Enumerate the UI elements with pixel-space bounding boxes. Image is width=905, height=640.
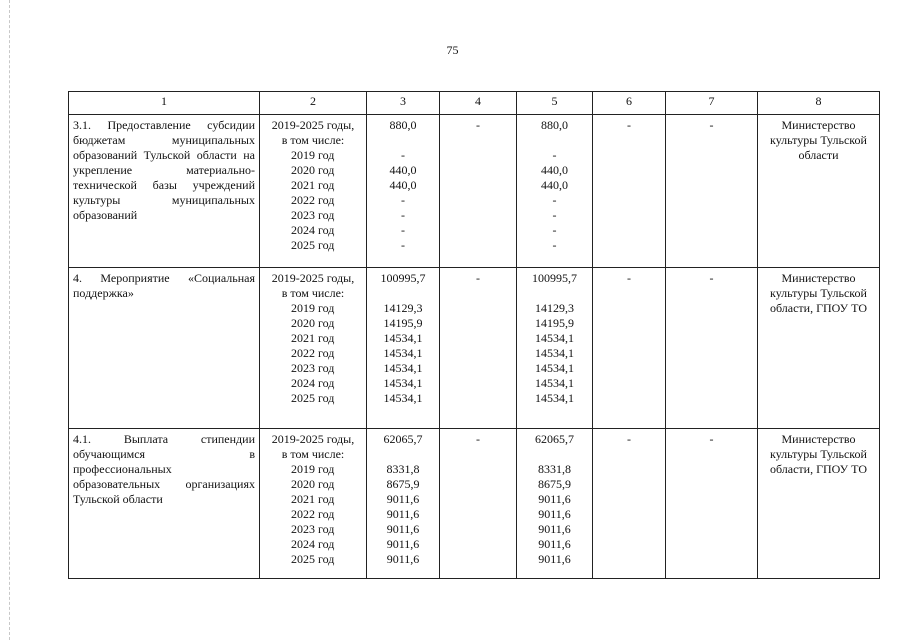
value-line: 9011,6	[386, 552, 420, 566]
value-line: 9011,6	[538, 537, 571, 551]
period-line: 2023 год	[291, 361, 335, 375]
value-line: 440,0	[541, 163, 568, 177]
value-line: 62065,7	[383, 432, 423, 446]
header-cell: 3	[367, 92, 440, 115]
regional-budget-cell	[517, 429, 593, 579]
total-funding-cell	[367, 429, 440, 579]
value-line: 9011,6	[538, 507, 571, 521]
value-line: 9011,6	[386, 522, 420, 536]
value-line: 440,0	[389, 163, 417, 177]
period-line: 2021 год	[291, 492, 335, 506]
period-cell	[260, 429, 367, 579]
value-line: 14534,1	[383, 391, 423, 405]
value-line: -	[401, 148, 405, 162]
measure-name-cell: 4. Мероприятие «Социальная поддержка»	[69, 268, 260, 429]
period-line: 2019-2025 годы,	[271, 118, 355, 132]
table-row	[69, 429, 880, 579]
value-line: 62065,7	[535, 432, 574, 446]
period-line: 2019-2025 годы,	[271, 432, 355, 446]
period-line: 2021 год	[291, 331, 335, 345]
value-line	[521, 447, 588, 462]
header-cell: 2	[260, 92, 367, 115]
period-line: 2024 год	[291, 223, 335, 237]
header-cell: 8	[758, 92, 880, 115]
period-line: 2025 год	[291, 391, 335, 405]
header-cell: 7	[666, 92, 758, 115]
col4-cell: -	[440, 429, 517, 579]
value-line: 14534,1	[535, 391, 574, 405]
regional-budget-cell	[517, 268, 593, 429]
header-cell: 1	[69, 92, 260, 115]
col7-cell: -	[666, 268, 758, 429]
period-line: в том числе:	[281, 447, 345, 461]
col4-cell: -	[440, 268, 517, 429]
value-line: 14195,9	[383, 316, 423, 330]
header-row	[69, 92, 880, 115]
header-cell: 5	[517, 92, 593, 115]
value-line: 14534,1	[535, 331, 574, 345]
executor-cell: Министерство культуры Тульской области, ГПОУ ТО	[758, 268, 880, 429]
value-line: 14534,1	[535, 376, 574, 390]
col6-cell: -	[593, 115, 666, 268]
value-line: 14534,1	[535, 361, 574, 375]
value-line: 9011,6	[386, 507, 420, 521]
period-line: 2020 год	[291, 477, 335, 491]
col7-cell: -	[666, 115, 758, 268]
header-cell: 6	[593, 92, 666, 115]
period-line: 2019 год	[291, 148, 335, 162]
value-line: 8675,9	[386, 477, 420, 491]
period-line: 2025 год	[291, 238, 335, 252]
col6-cell: -	[593, 268, 666, 429]
period-line: 2024 год	[291, 376, 335, 390]
value-line: 14534,1	[383, 331, 423, 345]
value-line: 9011,6	[386, 492, 420, 506]
period-cell	[260, 115, 367, 268]
period-line: 2023 год	[291, 208, 335, 222]
value-line	[371, 447, 435, 462]
value-line: -	[552, 148, 557, 162]
value-line	[521, 133, 588, 148]
period-line: в том числе:	[281, 286, 345, 300]
table-row	[69, 115, 880, 268]
value-line: 14534,1	[383, 346, 423, 360]
value-line: 8331,8	[386, 462, 420, 476]
regional-budget-cell	[517, 115, 593, 268]
value-line: 880,0	[541, 118, 568, 132]
value-line: -	[552, 193, 557, 207]
value-line: 9011,6	[538, 552, 571, 566]
value-line: -	[401, 238, 405, 252]
period-line: 2022 год	[291, 193, 335, 207]
value-line: 14195,9	[535, 316, 574, 330]
header-cell: 4	[440, 92, 517, 115]
period-line: 2023 год	[291, 522, 335, 536]
period-line: 2020 год	[291, 163, 335, 177]
value-line: -	[401, 193, 405, 207]
measure-name-cell: 4.1. Выплата стипендии обучающимся в профессиональных образовательных организациях Тульской области	[69, 429, 260, 579]
col4-cell: -	[440, 115, 517, 268]
value-line: 9011,6	[538, 492, 571, 506]
value-line: 9011,6	[386, 537, 420, 551]
value-line: 8331,8	[538, 462, 571, 476]
period-line: в том числе:	[281, 133, 345, 147]
value-line: -	[401, 208, 405, 222]
period-line: 2022 год	[291, 346, 335, 360]
total-funding-cell	[367, 268, 440, 429]
value-line	[521, 286, 588, 301]
value-line: 440,0	[541, 178, 568, 192]
total-funding-cell	[367, 115, 440, 268]
value-line: -	[552, 208, 557, 222]
value-line: 9011,6	[538, 522, 571, 536]
period-line: 2019 год	[291, 462, 335, 476]
value-line: -	[552, 238, 557, 252]
table-row	[69, 268, 880, 429]
value-line: 100995,7	[532, 271, 577, 285]
measure-name-cell: 3.1. Предоставление субсидии бюджетам муниципальных образований Тульской области на укрепление материально-технической базы учреждений культуры муниципальных образований	[69, 115, 260, 268]
value-line: 440,0	[389, 178, 417, 192]
value-line: 14129,3	[535, 301, 574, 315]
period-line: 2025 год	[291, 552, 335, 566]
value-line: 880,0	[389, 118, 417, 132]
period-line: 2020 год	[291, 316, 335, 330]
executor-cell: Министерство культуры Тульской области	[758, 115, 880, 268]
col7-cell: -	[666, 429, 758, 579]
value-line: -	[552, 223, 557, 237]
value-line: 100995,7	[380, 271, 426, 285]
period-line: 2019-2025 годы,	[271, 271, 355, 285]
period-line: 2019 год	[291, 301, 335, 315]
executor-cell: Министерство культуры Тульской области, ГПОУ ТО	[758, 429, 880, 579]
page-number: 75	[446, 43, 459, 57]
value-line	[371, 133, 435, 148]
value-line: 14129,3	[383, 301, 423, 315]
col6-cell: -	[593, 429, 666, 579]
budget-table	[68, 91, 880, 579]
value-line	[371, 286, 435, 301]
value-line: -	[401, 223, 405, 237]
value-line: 14534,1	[383, 376, 423, 390]
scan-margin-line	[9, 0, 10, 640]
value-line: 14534,1	[535, 346, 574, 360]
period-line: 2021 год	[291, 178, 335, 192]
period-line: 2022 год	[291, 507, 335, 521]
period-cell	[260, 268, 367, 429]
period-line: 2024 год	[291, 537, 335, 551]
value-line: 8675,9	[538, 477, 571, 491]
value-line: 14534,1	[383, 361, 423, 375]
